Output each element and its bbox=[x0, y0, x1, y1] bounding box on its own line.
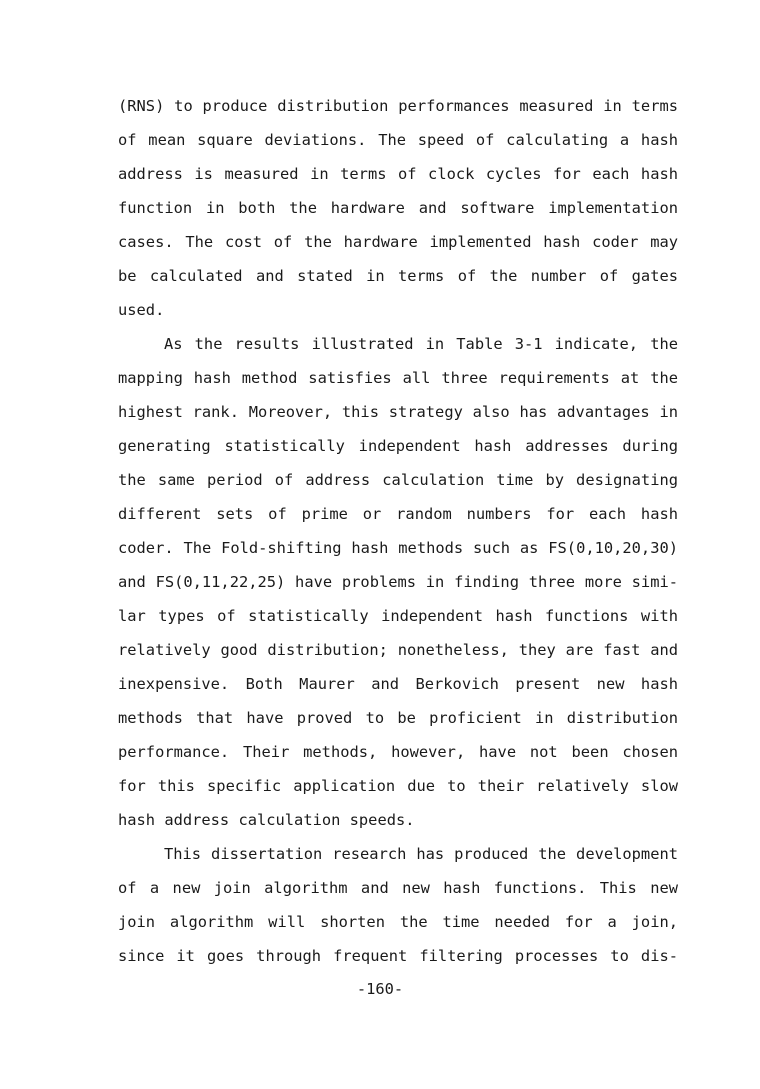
text-line: methods that have proved to be proficient in distribution bbox=[118, 709, 678, 727]
body-text bbox=[118, 93, 678, 977]
text-line: coder. The Fold-shifting hash methods such as FS(0,10,20,30) bbox=[118, 539, 678, 557]
text-line: highest rank. Moreover, this strategy also has advantages in bbox=[118, 403, 678, 421]
text-line: and FS(0,11,22,25) have problems in finding three more simi- bbox=[118, 573, 678, 591]
text-line: for this specific application due to their relatively slow bbox=[118, 777, 678, 795]
text-line: As the results illustrated in Table 3-1 indicate, the bbox=[164, 335, 678, 353]
text-line: hash address calculation speeds. bbox=[118, 811, 415, 829]
text-line: address is measured in terms of clock cycles for each hash bbox=[118, 165, 678, 183]
text-line: cases. The cost of the hardware implemented hash coder may bbox=[118, 233, 678, 251]
text-line: mapping hash method satisfies all three requirements at the bbox=[118, 369, 678, 387]
text-line: performance. Their methods, however, have not been chosen bbox=[118, 743, 678, 761]
text-line: relatively good distribution; nonetheless, they are fast and bbox=[118, 641, 678, 659]
page-number: -160- bbox=[356, 980, 404, 998]
text-line: of a new join algorithm and new hash functions. This new bbox=[118, 879, 678, 897]
text-line: used. bbox=[118, 301, 165, 319]
text-line: of mean square deviations. The speed of calculating a hash bbox=[118, 131, 678, 149]
text-line: be calculated and stated in terms of the number of gates bbox=[118, 267, 678, 285]
text-line: since it goes through frequent filtering processes to dis- bbox=[118, 947, 678, 965]
text-line: join algorithm will shorten the time needed for a join, bbox=[118, 913, 678, 931]
text-line: (RNS) to produce distribution performances measured in terms bbox=[118, 97, 678, 115]
text-line: This dissertation research has produced the development bbox=[164, 845, 678, 863]
text-line: the same period of address calculation time by designating bbox=[118, 471, 678, 489]
text-line: lar types of statistically independent hash functions with bbox=[118, 607, 678, 625]
text-line: generating statistically independent hash addresses during bbox=[118, 437, 678, 455]
text-line: function in both the hardware and software implementation bbox=[118, 199, 678, 217]
text-line: different sets of prime or random numbers for each hash bbox=[118, 505, 678, 523]
text-line: inexpensive. Both Maurer and Berkovich present new hash bbox=[118, 675, 678, 693]
